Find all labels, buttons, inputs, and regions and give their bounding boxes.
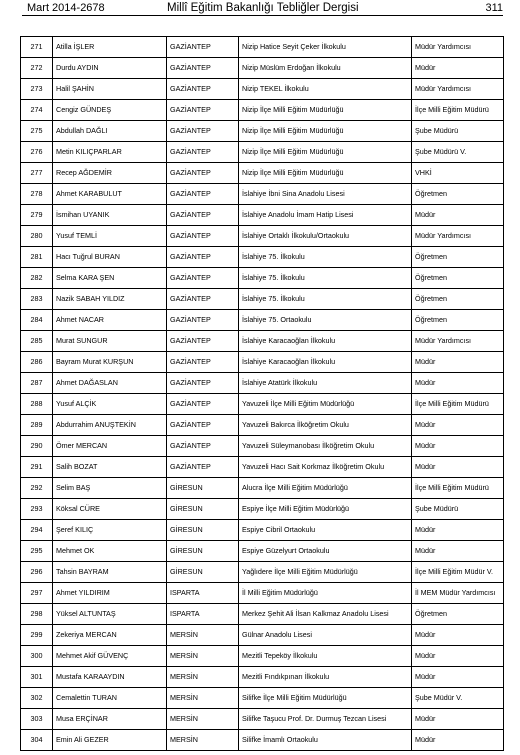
table-row — [21, 604, 504, 625]
province: GAZİANTEP — [167, 394, 239, 415]
institution: Yavuzeli Süleymanobası İlköğretim Okulu — [239, 436, 412, 457]
role: İlçe Milli Eğitim Müdürü — [412, 394, 504, 415]
institution: İslahiye Atatürk İlkokulu — [239, 373, 412, 394]
table-row — [21, 583, 504, 604]
province: GİRESUN — [167, 541, 239, 562]
institution: İslahiye Ortaklı İlkokulu/Ortaokulu — [239, 226, 412, 247]
institution: İslahiye Anadolu İmam Hatip Lisesi — [239, 205, 412, 226]
person-name: Musa ERÇİNAR — [53, 709, 167, 730]
row-number: 283 — [21, 289, 53, 310]
row-number: 276 — [21, 142, 53, 163]
row-number: 280 — [21, 226, 53, 247]
person-name: Metin KILIÇPARLAR — [53, 142, 167, 163]
province: GAZİANTEP — [167, 268, 239, 289]
table-row — [21, 478, 504, 499]
role: Müdür Yardımcısı — [412, 79, 504, 100]
person-name: Ahmet NACAR — [53, 310, 167, 331]
province: ISPARTA — [167, 604, 239, 625]
table-row — [21, 268, 504, 289]
role: Müdür — [412, 646, 504, 667]
row-number: 300 — [21, 646, 53, 667]
table-row — [21, 562, 504, 583]
row-number: 294 — [21, 520, 53, 541]
table-row — [21, 541, 504, 562]
row-number: 281 — [21, 247, 53, 268]
table-row — [21, 709, 504, 730]
person-name: Durdu AYDIN — [53, 58, 167, 79]
person-name: Yusuf TEMLİ — [53, 226, 167, 247]
role: Şube Müdürü — [412, 499, 504, 520]
role: Öğretmen — [412, 247, 504, 268]
province: GAZİANTEP — [167, 142, 239, 163]
person-name: Abdullah DAĞLI — [53, 121, 167, 142]
person-name: Ömer MERCAN — [53, 436, 167, 457]
row-number: 304 — [21, 730, 53, 751]
institution: Nizip İlçe Milli Eğitim Müdürlüğü — [239, 163, 412, 184]
province: GAZİANTEP — [167, 352, 239, 373]
role: Müdür — [412, 373, 504, 394]
person-name: Abdurrahim ANUŞTEKİN — [53, 415, 167, 436]
institution: Gülnar Anadolu Lisesi — [239, 625, 412, 646]
table-row — [21, 163, 504, 184]
institution: İslahiye 75. İlkokulu — [239, 289, 412, 310]
person-name: Köksal CÜRE — [53, 499, 167, 520]
row-number: 297 — [21, 583, 53, 604]
role: Müdür Yardımcısı — [412, 331, 504, 352]
role: Müdür — [412, 625, 504, 646]
role: Müdür — [412, 457, 504, 478]
province: GAZİANTEP — [167, 79, 239, 100]
person-name: Zekeriya MERCAN — [53, 625, 167, 646]
institution: Silifke İlçe Milli Eğitim Müdürlüğü — [239, 688, 412, 709]
issue-label: Mart 2014-2678 — [27, 2, 105, 14]
role: Müdür — [412, 520, 504, 541]
province: ISPARTA — [167, 583, 239, 604]
person-name: Şeref KILIÇ — [53, 520, 167, 541]
table-row — [21, 520, 504, 541]
province: GAZİANTEP — [167, 373, 239, 394]
institution: Mezitli Fındıkpınarı İlkokulu — [239, 667, 412, 688]
institution: Silifke Taşucu Prof. Dr. Durmuş Tezcan Lisesi — [239, 709, 412, 730]
header-divider — [22, 15, 503, 16]
table-row — [21, 688, 504, 709]
institution: Nizip İlçe Milli Eğitim Müdürlüğü — [239, 121, 412, 142]
row-number: 285 — [21, 331, 53, 352]
role: İlçe Milli Eğitim Müdürü — [412, 478, 504, 499]
province: MERSİN — [167, 688, 239, 709]
role: Şube Müdürü V. — [412, 142, 504, 163]
table-row — [21, 730, 504, 751]
table-row — [21, 142, 504, 163]
role: Müdür — [412, 352, 504, 373]
table-row — [21, 310, 504, 331]
person-name: Tahsin BAYRAM — [53, 562, 167, 583]
province: GİRESUN — [167, 478, 239, 499]
row-number: 286 — [21, 352, 53, 373]
table-row — [21, 226, 504, 247]
role: Müdür Yardımcısı — [412, 37, 504, 58]
province: GİRESUN — [167, 499, 239, 520]
person-name: Yüksel ALTUNTAŞ — [53, 604, 167, 625]
province: MERSİN — [167, 646, 239, 667]
institution: İslahiye 75. İlkokulu — [239, 247, 412, 268]
role: VHKİ — [412, 163, 504, 184]
role: Müdür — [412, 709, 504, 730]
institution: Merkez Şehit Ali İlsan Kalkmaz Anadolu Lisesi — [239, 604, 412, 625]
person-name: Mehmet OK — [53, 541, 167, 562]
table-row — [21, 331, 504, 352]
person-name: Atilla İŞLER — [53, 37, 167, 58]
person-name: Ahmet DAĞASLAN — [53, 373, 167, 394]
person-name: Mehmet Akif GÜVENÇ — [53, 646, 167, 667]
row-number: 292 — [21, 478, 53, 499]
role: Öğretmen — [412, 310, 504, 331]
row-number: 296 — [21, 562, 53, 583]
institution: Yağlıdere İlçe Milli Eğitim Müdürlüğü — [239, 562, 412, 583]
row-number: 299 — [21, 625, 53, 646]
role: Müdür — [412, 730, 504, 751]
table-row — [21, 184, 504, 205]
table-row — [21, 667, 504, 688]
table-row — [21, 415, 504, 436]
province: GİRESUN — [167, 520, 239, 541]
person-name: İsmihan UYANIK — [53, 205, 167, 226]
province: GAZİANTEP — [167, 289, 239, 310]
row-number: 293 — [21, 499, 53, 520]
role: Öğretmen — [412, 268, 504, 289]
institution: Nizip Hatice Seyit Çeker İlkokulu — [239, 37, 412, 58]
institution: Yavuzeli İlçe Milli Eğitim Müdürlüğü — [239, 394, 412, 415]
role: Müdür Yardımcısı — [412, 226, 504, 247]
person-name: Bayram Murat KURŞUN — [53, 352, 167, 373]
role: İlçe Milli Eğitim Müdür V. — [412, 562, 504, 583]
table-row — [21, 394, 504, 415]
person-name: Recep AĞDEMİR — [53, 163, 167, 184]
table-row — [21, 100, 504, 121]
table-row — [21, 289, 504, 310]
table-row — [21, 352, 504, 373]
personnel-table-body — [21, 37, 504, 751]
institution: Espiye Cibril Ortaokulu — [239, 520, 412, 541]
person-name: Nazik SABAH YILDIZ — [53, 289, 167, 310]
province: GAZİANTEP — [167, 247, 239, 268]
row-number: 289 — [21, 415, 53, 436]
row-number: 303 — [21, 709, 53, 730]
institution: Silifke İmamlı Ortaokulu — [239, 730, 412, 751]
row-number: 301 — [21, 667, 53, 688]
institution: Nizip TEKEL İlkokulu — [239, 79, 412, 100]
role: Şube Müdür V. — [412, 688, 504, 709]
row-number: 275 — [21, 121, 53, 142]
table-row — [21, 646, 504, 667]
row-number: 291 — [21, 457, 53, 478]
row-number: 302 — [21, 688, 53, 709]
row-number: 277 — [21, 163, 53, 184]
person-name: Yusuf ALÇİK — [53, 394, 167, 415]
institution: Alucra İlçe Milli Eğitim Müdürlüğü — [239, 478, 412, 499]
person-name: Cengiz GÜNDEŞ — [53, 100, 167, 121]
role: Şube Müdürü — [412, 121, 504, 142]
province: GAZİANTEP — [167, 121, 239, 142]
institution: İl Milli Eğitim Müdürlüğü — [239, 583, 412, 604]
person-name: Salih BOZAT — [53, 457, 167, 478]
table-row — [21, 37, 504, 58]
row-number: 282 — [21, 268, 53, 289]
institution: Nizip İlçe Milli Eğitim Müdürlüğü — [239, 142, 412, 163]
table-row — [21, 121, 504, 142]
province: GAZİANTEP — [167, 184, 239, 205]
role: Müdür — [412, 436, 504, 457]
row-number: 278 — [21, 184, 53, 205]
province: MERSİN — [167, 709, 239, 730]
province: GAZİANTEP — [167, 310, 239, 331]
role: Müdür — [412, 541, 504, 562]
province: GAZİANTEP — [167, 163, 239, 184]
role: Müdür — [412, 58, 504, 79]
province: MERSİN — [167, 730, 239, 751]
institution: İslahiye İbni Sina Anadolu Lisesi — [239, 184, 412, 205]
row-number: 290 — [21, 436, 53, 457]
province: GAZİANTEP — [167, 226, 239, 247]
province: GAZİANTEP — [167, 37, 239, 58]
table-row — [21, 79, 504, 100]
row-number: 279 — [21, 205, 53, 226]
row-number: 295 — [21, 541, 53, 562]
institution: Espiye Güzelyurt Ortaokulu — [239, 541, 412, 562]
institution: Nizip İlçe Milli Eğitim Müdürlüğü — [239, 100, 412, 121]
province: GAZİANTEP — [167, 436, 239, 457]
province: GAZİANTEP — [167, 100, 239, 121]
page-header — [27, 2, 503, 16]
person-name: Halil ŞAHİN — [53, 79, 167, 100]
province: MERSİN — [167, 625, 239, 646]
journal-title: Millî Eğitim Bakanlığı Tebliğler Dergisi — [167, 2, 359, 14]
person-name: Selma KARA ŞEN — [53, 268, 167, 289]
table-row — [21, 205, 504, 226]
role: Öğretmen — [412, 604, 504, 625]
province: GAZİANTEP — [167, 415, 239, 436]
person-name: Hacı Tuğrul BURAN — [53, 247, 167, 268]
table-row — [21, 625, 504, 646]
role: Müdür — [412, 667, 504, 688]
institution: Yavuzeli Bakırca İlköğretim Okulu — [239, 415, 412, 436]
table-row — [21, 499, 504, 520]
institution: İslahiye Karacaoğlan İlkokulu — [239, 352, 412, 373]
row-number: 271 — [21, 37, 53, 58]
person-name: Emin Ali GEZER — [53, 730, 167, 751]
person-name: Ahmet KARABULUT — [53, 184, 167, 205]
person-name: Ahmet YILDIRIM — [53, 583, 167, 604]
province: GAZİANTEP — [167, 205, 239, 226]
institution: Nizip Müslüm Erdoğan İlkokulu — [239, 58, 412, 79]
table-row — [21, 58, 504, 79]
institution: Mezitli Tepeköy İlkokulu — [239, 646, 412, 667]
role: İlçe Milli Eğitim Müdürü — [412, 100, 504, 121]
person-name: Selim BAŞ — [53, 478, 167, 499]
province: GAZİANTEP — [167, 457, 239, 478]
table-row — [21, 436, 504, 457]
row-number: 273 — [21, 79, 53, 100]
institution: Espiye İlçe Milli Eğitim Müdürlüğü — [239, 499, 412, 520]
person-name: Murat SUNGUR — [53, 331, 167, 352]
institution: İslahiye Karacaoğlan İlkokulu — [239, 331, 412, 352]
province: GİRESUN — [167, 562, 239, 583]
row-number: 284 — [21, 310, 53, 331]
province: MERSİN — [167, 667, 239, 688]
role: Öğretmen — [412, 289, 504, 310]
page-number: 311 — [485, 2, 503, 14]
row-number: 288 — [21, 394, 53, 415]
table-row — [21, 373, 504, 394]
institution: İslahiye 75. İlkokulu — [239, 268, 412, 289]
row-number: 274 — [21, 100, 53, 121]
person-name: Cemalettin TURAN — [53, 688, 167, 709]
role: Öğretmen — [412, 184, 504, 205]
person-name: Mustafa KARAAYDIN — [53, 667, 167, 688]
role: Müdür — [412, 415, 504, 436]
institution: İslahiye 75. Ortaokulu — [239, 310, 412, 331]
province: GAZİANTEP — [167, 331, 239, 352]
role: Müdür — [412, 205, 504, 226]
table-row — [21, 247, 504, 268]
personnel-table — [20, 36, 504, 751]
row-number: 298 — [21, 604, 53, 625]
row-number: 272 — [21, 58, 53, 79]
institution: Yavuzeli Hacı Sait Korkmaz İlköğretim Okulu — [239, 457, 412, 478]
role: İl MEM Müdür Yardımcısı — [412, 583, 504, 604]
province: GAZİANTEP — [167, 58, 239, 79]
row-number: 287 — [21, 373, 53, 394]
table-row — [21, 457, 504, 478]
